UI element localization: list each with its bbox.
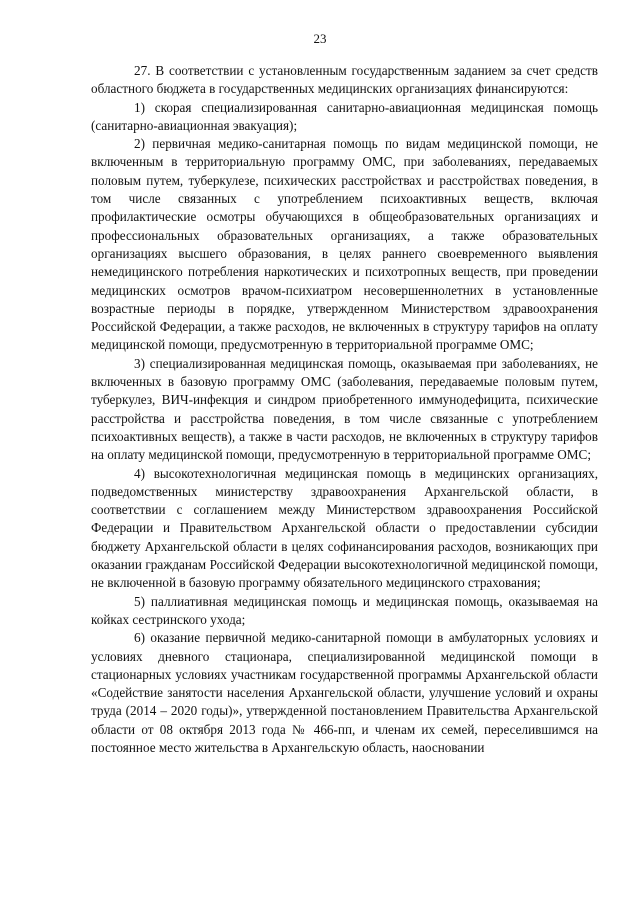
document-body — [91, 62, 598, 757]
paragraph-item-4: 4) высокотехнологичная медицинская помощь в медицинских организациях, подведомственных министерству здравоохранения Архангельской области, в соответствии с соглашением между Министерством здравоохранения Российской Федерации и Правительством Архангельской области о предоставлении субсидии бюджету Архангельской области в целях софинансирования расходов, возникающих при оказании гражданам Российской Федерации высокотехнологичной медицинской помощи, не включенной в базовую программу обязательного медицинского страхования; — [91, 465, 598, 591]
paragraph-item-6: 6) оказание первичной медико-санитарной помощи в амбулаторных условиях и условиях дневного стационара, специализированной медицинской помощи в стационарных условиях участникам государственной программы Архангельской области «Содействие занятости населения Архангельской области, улучшение условий и охраны труда (2014 – 2020 годы)», утвержденной постановлением Правительства Архангельской области от 08 октября 2013 года № 466-пп, и членам их семей, переселившимся на постоянное место жительства в Архангельскую область, наосновании — [91, 630, 598, 755]
paragraph-item-2: 2) первичная медико-санитарная помощь по видам медицинской помощи, не включенным в территориальную программу ОМС, при заболеваниях, передаваемых половым путем, туберкулезе, психических расстройствах и расстройствах поведения, в том числе связанных с употреблением психоактивных веществ, включая профилактические осмотры обучающихся в общеобразовательных организациях и профессиональных образовательных организациях, а также образовательных организациях высшего образования, в целях раннего своевременного выявления немедицинского потребления наркотических и психотропных веществ, при проведении медицинских осмотров врачом-психиатром несовершеннолетних в установленные возрастные периоды в порядке, утвержденном Министерством здравоохранения Российской Федерации, а также расходов, не включенных в структуру тарифов на оплату медицинской помощи, предусмотренную в территориальной программе ОМС; — [91, 136, 598, 353]
paragraph-item-1: 1) скорая специализированная санитарно-авиационная медицинская помощь (санитарно-авиационная эвакуация); — [91, 99, 598, 133]
paragraph-clause-27: 27. В соответствии с установленным государственным заданием за счет средств областного бюджета в государственных медицинских организациях финансируются: — [91, 63, 598, 97]
paragraph-item-5: 5) паллиативная медицинская помощь и медицинская помощь, оказываемая на койках сестринского ухода; — [91, 593, 598, 627]
page-number: 23 — [313, 31, 327, 46]
paragraph-item-3: 3) специализированная медицинская помощь, оказываемая при заболеваниях, не включенных в базовую программу ОМС (заболевания, передаваемые половым путем, туберкулез, ВИЧ-инфекция и синдром приобретенного иммунодефицита, психические расстройства и расстройства поведения, в том числе связанные с употреблением психоактивных веществ), а также в части расходов, не включенных в структуру тарифов на оплату медицинской помощи, предусмотренную в территориальной программе ОМС; — [91, 355, 598, 463]
